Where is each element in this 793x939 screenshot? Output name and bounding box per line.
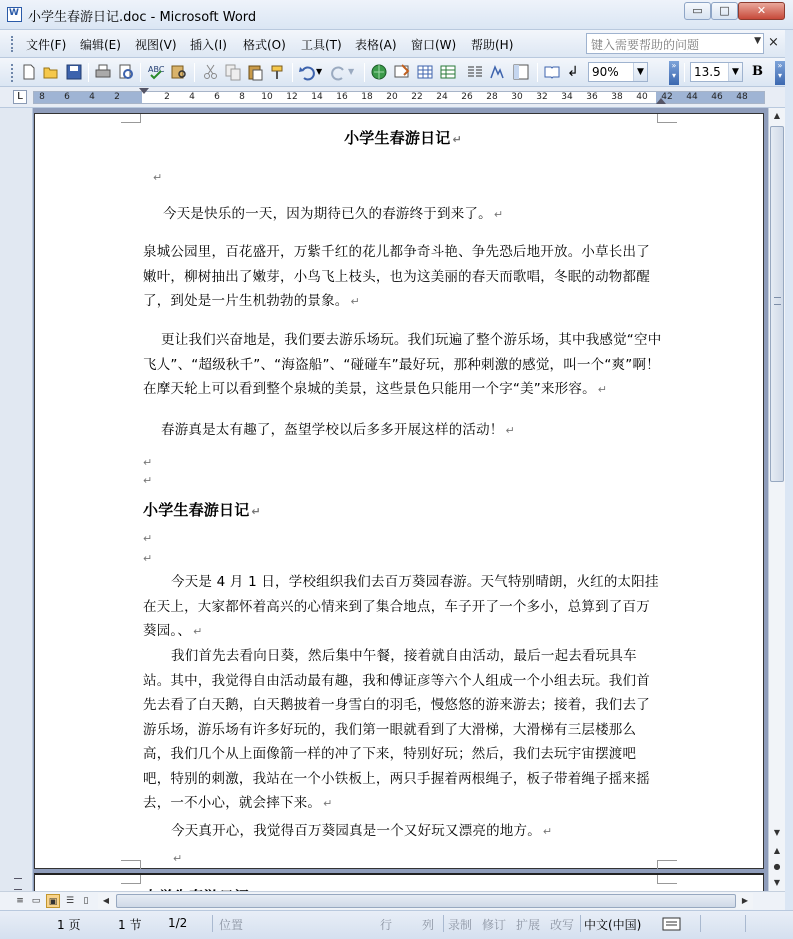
drawing-icon[interactable]: [489, 63, 507, 81]
columns-icon[interactable]: [466, 63, 484, 81]
paragraph-3: [143, 328, 663, 403]
paragraph-mark: ↵: [452, 133, 462, 146]
hyperlink-icon[interactable]: [370, 63, 388, 81]
chevron-down-icon[interactable]: ▼: [633, 63, 647, 81]
close-document-icon[interactable]: ×: [768, 35, 779, 50]
undo-dropdown-icon[interactable]: ▼: [316, 67, 323, 76]
minimize-button[interactable]: [684, 2, 711, 20]
scroll-right-icon[interactable]: ▶: [741, 896, 749, 905]
paragraph-mark: ↵: [251, 505, 261, 518]
print-preview-icon[interactable]: [117, 63, 135, 81]
print-layout-view-icon[interactable]: ▣: [46, 894, 60, 908]
scroll-up-icon[interactable]: ▲: [773, 111, 781, 120]
word-app-icon[interactable]: [7, 7, 22, 22]
paragraph-mark: ↵: [493, 208, 504, 221]
menu-help[interactable]: 帮助(H): [471, 38, 514, 52]
menu-format[interactable]: 格式(O): [243, 38, 286, 52]
ruler-tick: 28: [486, 92, 498, 102]
ruler-tick: 18: [361, 92, 373, 102]
menubar-grip[interactable]: [11, 36, 14, 52]
next-page-icon[interactable]: ▼: [773, 878, 781, 887]
paragraph-mark: ↵: [143, 474, 153, 487]
ruler-tick: 24: [436, 92, 448, 102]
ruler-tick: 2: [164, 92, 170, 102]
menu-table[interactable]: 表格(A): [355, 38, 397, 52]
document-map-icon[interactable]: [512, 63, 530, 81]
paragraph-text: 今天是 4 月 1 日，学校组织我们去百万葵园春游。天气特别晴朗，火红的太阳挂在天上，大家都怀着高兴的心情来到了集合地点，车子开了一个多小，总算到了百万葵园。、: [143, 574, 659, 639]
zoom-select[interactable]: [588, 62, 648, 82]
paragraph-mark: ↵: [143, 552, 153, 565]
paragraph-5: [143, 570, 663, 645]
ruler-tick: 48: [736, 92, 748, 102]
horizontal-scrollbar[interactable]: [98, 893, 753, 909]
ruler-tick: 14: [311, 92, 323, 102]
ruler-tick: 34: [561, 92, 573, 102]
ruler-tick: 4: [189, 92, 195, 102]
cut-icon[interactable]: [202, 63, 220, 81]
help-placeholder: 键入需要帮助的问题: [591, 38, 700, 52]
paragraph-text: 我们首先去看向日葵，然后集中午餐，接着就自由活动，最后一起去看玩具车站。其中，我觉得自由活动最有趣，我和傅证彦等六个人组成一个小组去玩。我们首先去看了白天鹅，白天鹅披着一身雪白的羽毛，慢悠悠的游来游去；接着，我们去了游乐场，游乐场有许多好玩的，我们第一眼就看到了大滑梯，大滑梯有三层楼那么高，我们几个从上面像箭一样的冲了下来，特别好玩；然后，我们去玩宇宙摆渡吧吧，特别的刺激，我站在一个小铁板上，两只手握着两根绳子，板子带着绳子摇来摇去，一不小心，就会摔下来。: [143, 648, 650, 811]
horizontal-scroll-thumb[interactable]: [116, 894, 736, 908]
status-record[interactable]: 录制: [448, 918, 473, 932]
ruler-tick: 38: [611, 92, 623, 102]
maximize-button[interactable]: [711, 2, 738, 20]
help-question-input[interactable]: [586, 33, 764, 54]
chevron-down-icon[interactable]: ▼: [754, 36, 761, 46]
ruler-tick: 12: [286, 92, 298, 102]
ruler-row: [0, 87, 793, 108]
show-hide-icon[interactable]: ↲: [567, 64, 579, 80]
svg-text:ABC: ABC: [148, 65, 165, 74]
paragraph-mark: ↵: [350, 295, 360, 308]
status-bar: [0, 910, 793, 939]
status-extend[interactable]: 扩展: [516, 918, 541, 932]
spelling-icon[interactable]: [147, 63, 165, 81]
close-button[interactable]: [738, 2, 785, 20]
paragraph-7: [143, 819, 663, 845]
status-page-of: 1/2: [168, 916, 188, 930]
paragraph-mark: ↵: [143, 456, 153, 469]
format-painter-icon[interactable]: [269, 63, 287, 81]
vertical-ruler[interactable]: [0, 108, 33, 891]
ruler-tick: 26: [461, 92, 473, 102]
window-edge: [785, 30, 793, 939]
status-position: 位置: [219, 918, 244, 932]
previous-page-icon[interactable]: ▲: [773, 846, 781, 855]
paragraph-mark: ↵: [505, 424, 515, 437]
new-icon[interactable]: [20, 63, 38, 81]
tables-borders-icon[interactable]: [393, 63, 411, 81]
minimize-icon: ▭: [692, 4, 703, 17]
undo-icon[interactable]: [298, 63, 316, 81]
menu-view[interactable]: 视图(V): [135, 38, 177, 52]
menu-file[interactable]: 文件(F): [26, 38, 67, 52]
paragraph-mark: ↵: [597, 383, 608, 396]
first-line-indent-marker[interactable]: [139, 88, 149, 94]
ruler-tick: 46: [711, 92, 723, 102]
ruler-tick: 42: [661, 92, 673, 102]
paragraph-1: [143, 202, 663, 228]
ruler-tick: 4: [89, 92, 95, 102]
paragraph-mark: ↵: [153, 171, 163, 184]
paste-icon[interactable]: [246, 63, 264, 81]
paragraph-mark: ↵: [542, 825, 553, 838]
title-bar: [0, 0, 793, 30]
ruler-tick: 16: [336, 92, 348, 102]
ruler-tick: 8: [239, 92, 245, 102]
insert-excel-icon[interactable]: [439, 63, 457, 81]
font-size-select[interactable]: [690, 62, 743, 82]
font-size-value: 13.5: [694, 65, 721, 79]
ruler-tick: 30: [511, 92, 523, 102]
ruler-tick: 32: [536, 92, 548, 102]
ruler-tick: 44: [686, 92, 698, 102]
spelling-status-icon[interactable]: [662, 917, 682, 932]
menu-tools[interactable]: 工具(T): [301, 38, 342, 52]
outline-view-icon[interactable]: ☰: [65, 896, 75, 906]
menu-window[interactable]: 窗口(W): [411, 38, 457, 52]
ruler-tick: 6: [214, 92, 220, 102]
ruler-tick: 40: [636, 92, 648, 102]
menu-insert[interactable]: 插入(I): [190, 38, 227, 52]
save-icon[interactable]: [65, 63, 83, 81]
insert-table-icon[interactable]: [416, 63, 434, 81]
right-indent-marker[interactable]: [656, 98, 666, 104]
research-icon[interactable]: [170, 63, 188, 81]
window-title: 小学生春游日记.doc - Microsoft Word: [28, 10, 257, 25]
copy-icon[interactable]: [224, 63, 242, 81]
status-column: 列: [422, 918, 435, 932]
toolbar-overflow-icon-2[interactable]: » ▾: [775, 61, 785, 85]
redo-dropdown-icon[interactable]: ▼: [348, 67, 355, 76]
maximize-icon: □: [719, 4, 730, 17]
paragraph-6: [143, 644, 663, 817]
paragraph-4: [143, 418, 663, 444]
doc-title-centered: [143, 126, 663, 153]
status-overtype[interactable]: 改写: [550, 918, 575, 932]
paragraph-mark: ↵: [173, 852, 183, 865]
zoom-value: 90%: [592, 65, 619, 79]
standard-toolbar: [0, 58, 793, 87]
ruler-tick: 20: [386, 92, 398, 102]
vertical-scroll-thumb[interactable]: [770, 126, 784, 482]
paragraph-text: 更让我们兴奋地是，我们要去游乐场玩。我们玩遍了整个游乐场，其中我感觉“空中飞人”、“超级秋千”、“海盗船”、“碰碰车”最好玩，那种刺激的感觉，叫一个“爽”啊！在摩天轮上可以看到整个泉城的美景，这些景色只能用一个字“美”来形容。: [143, 332, 662, 397]
ruler-tick: 6: [64, 92, 70, 102]
scroll-left-icon[interactable]: ◀: [102, 896, 110, 905]
status-track-changes[interactable]: 修订: [482, 918, 507, 932]
normal-view-icon[interactable]: ≡: [16, 896, 24, 906]
document-page[interactable]: [34, 113, 764, 869]
print-icon[interactable]: [94, 63, 112, 81]
tab-stop-selector[interactable]: L: [13, 90, 27, 104]
paragraph-text: 泉城公园里，百花盛开，万紫千红的花儿都争奇斗艳、争先恐后地开放。小草长出了嫩叶，柳树抽出了嫩芽，小鸟飞上枝头，也为这美丽的春天而歌唱，冬眠的动物都醒了，到处是一片生机勃勃的景象。: [143, 244, 650, 309]
select-browse-object-icon[interactable]: ●: [773, 862, 781, 871]
chevron-down-icon[interactable]: ▼: [728, 63, 742, 81]
view-scroll-bar: [0, 891, 785, 910]
toolbar-overflow-icon[interactable]: » ▾: [669, 61, 679, 85]
open-icon[interactable]: [42, 63, 60, 81]
paragraph-text: 今天是快乐的一天，因为期待已久的春游终于到来了。: [163, 206, 492, 222]
document-area: [0, 108, 768, 891]
paragraph-mark: ↵: [323, 797, 333, 810]
title-text: 小学生春游日记: [344, 129, 451, 147]
page-corner-mark: [657, 875, 677, 884]
paragraph-2: [143, 240, 663, 315]
page-corner-mark: [657, 114, 677, 123]
paragraph-text: 春游真是太有趣了，盔望学校以后多多开展这样的活动！: [161, 422, 504, 438]
paragraph-mark: ↵: [193, 625, 203, 638]
web-layout-view-icon[interactable]: ▭: [31, 896, 41, 906]
paragraph-mark: ↵: [143, 532, 153, 545]
paragraph-text: 今天真开心，我觉得百万葵园真是一个又好玩又漂亮的地方。: [171, 823, 541, 839]
scroll-down-icon[interactable]: ▼: [773, 828, 781, 837]
vertical-scrollbar[interactable]: [768, 108, 785, 891]
bold-button[interactable]: B: [752, 64, 763, 79]
read-icon[interactable]: [543, 63, 561, 81]
page-corner-mark: [121, 860, 141, 869]
ruler-tick: 22: [411, 92, 423, 102]
redo-icon[interactable]: [330, 63, 348, 81]
status-language[interactable]: 中文(中国): [584, 918, 642, 932]
page-corner-mark: [121, 875, 141, 884]
page-corner-mark: [657, 860, 677, 869]
toolbar-grip[interactable]: [11, 64, 14, 82]
ruler-tick: 10: [261, 92, 273, 102]
page-corner-mark: [121, 114, 141, 123]
ruler-tick: 8: [39, 92, 45, 102]
ruler-tick: 2: [114, 92, 120, 102]
status-page: 1 页: [57, 918, 81, 932]
close-icon: ✕: [756, 4, 767, 17]
ruler-tick: 36: [586, 92, 598, 102]
status-line: 行: [380, 918, 393, 932]
app-icon-letter: W: [9, 8, 19, 18]
ruler-left-margin: [34, 92, 142, 103]
menu-edit[interactable]: 编辑(E): [80, 38, 121, 52]
vertical-ruler-marker: [14, 878, 22, 890]
reading-layout-view-icon[interactable]: ▯: [83, 896, 89, 906]
title-text: 小学生春游日记: [143, 501, 250, 519]
doc-title-left: [143, 498, 663, 525]
status-section: 1 节: [118, 918, 142, 932]
